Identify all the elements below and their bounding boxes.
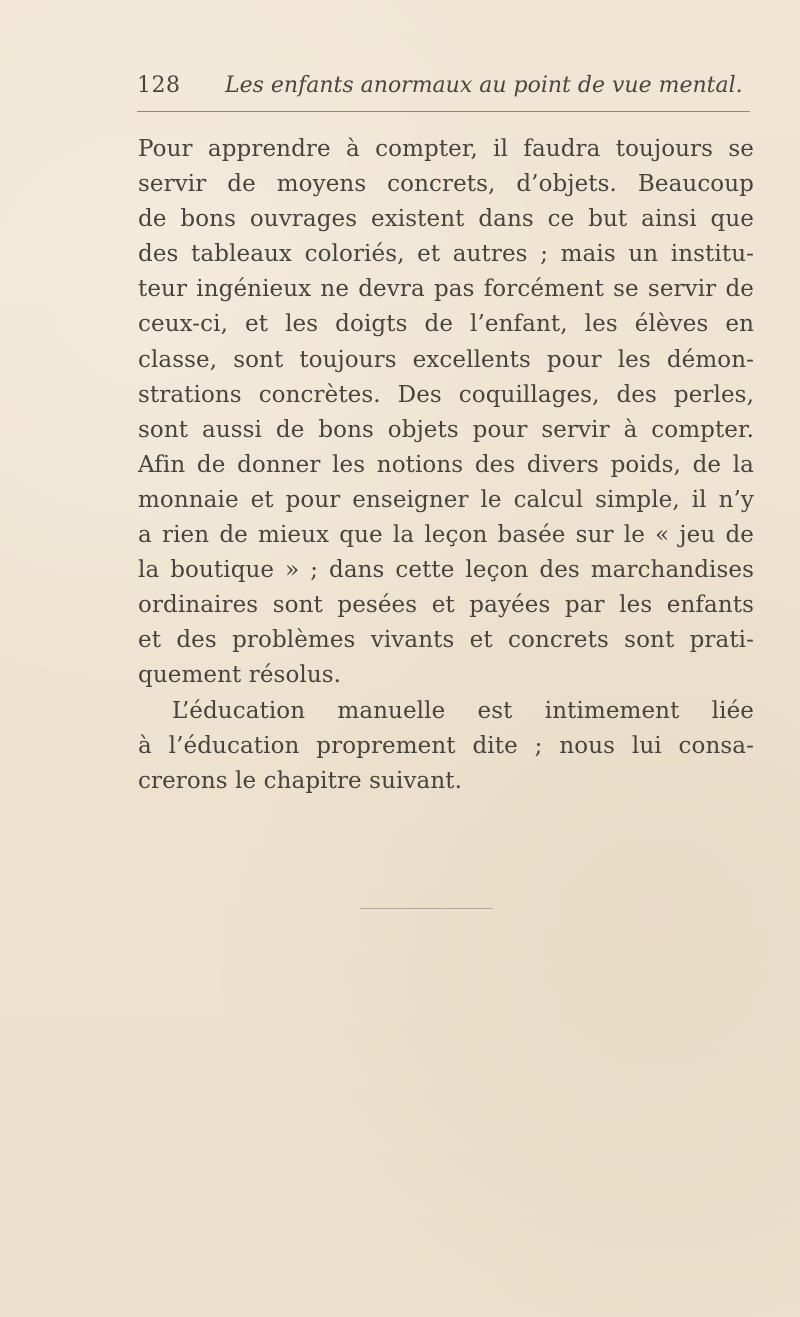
text-line: des tableaux coloriés, et autres ; mais un institu- bbox=[138, 241, 754, 268]
text-line: classe, sont toujours excellents pour les démon- bbox=[138, 346, 754, 373]
text-line: monnaie et pour enseigner le calcul simple, il n’y bbox=[138, 486, 754, 513]
header-rule bbox=[137, 111, 750, 112]
text-line: Pour apprendre à compter, il faudra toujours se bbox=[138, 136, 754, 162]
text-line: strations concrètes. Des coquillages, des perles, bbox=[138, 381, 754, 408]
body-text bbox=[138, 132, 754, 799]
chapter-end-rule bbox=[360, 908, 493, 909]
text-line: teur ingénieux ne devra pas forcément se servir de bbox=[138, 276, 754, 303]
text-line: crerons le chapitre suivant. bbox=[138, 767, 463, 794]
text-line: a rien de mieux que la leçon basée sur le « jeu de bbox=[138, 522, 754, 549]
running-title: Les enfants anormaux au point de vue mental. bbox=[225, 73, 743, 98]
text-line: sont aussi de bons objets pour servir à compter. bbox=[138, 416, 754, 443]
page-header bbox=[137, 68, 747, 108]
text-line: L’éducation manuelle est intimement liée bbox=[172, 697, 754, 724]
text-line: et des problèmes vivants et concrets sont prati- bbox=[138, 627, 754, 654]
text-line: de bons ouvrages existent dans ce but ainsi que bbox=[138, 206, 754, 233]
text-line: ceux-ci, et les doigts de l’enfant, les élèves en bbox=[138, 311, 754, 338]
text-line: servir de moyens concrets, d’objets. Beaucoup bbox=[138, 171, 754, 198]
text-line: la boutique » ; dans cette leçon des marchandises bbox=[138, 557, 754, 584]
text-line: Afin de donner les notions des divers poids, de la bbox=[138, 451, 754, 478]
page-number: 128 bbox=[137, 73, 181, 98]
text-line: à l’éducation proprement dite ; nous lui consa- bbox=[138, 732, 754, 759]
text-line: quement résolus. bbox=[138, 662, 342, 689]
text-line: ordinaires sont pesées et payées par les enfants bbox=[138, 592, 754, 619]
